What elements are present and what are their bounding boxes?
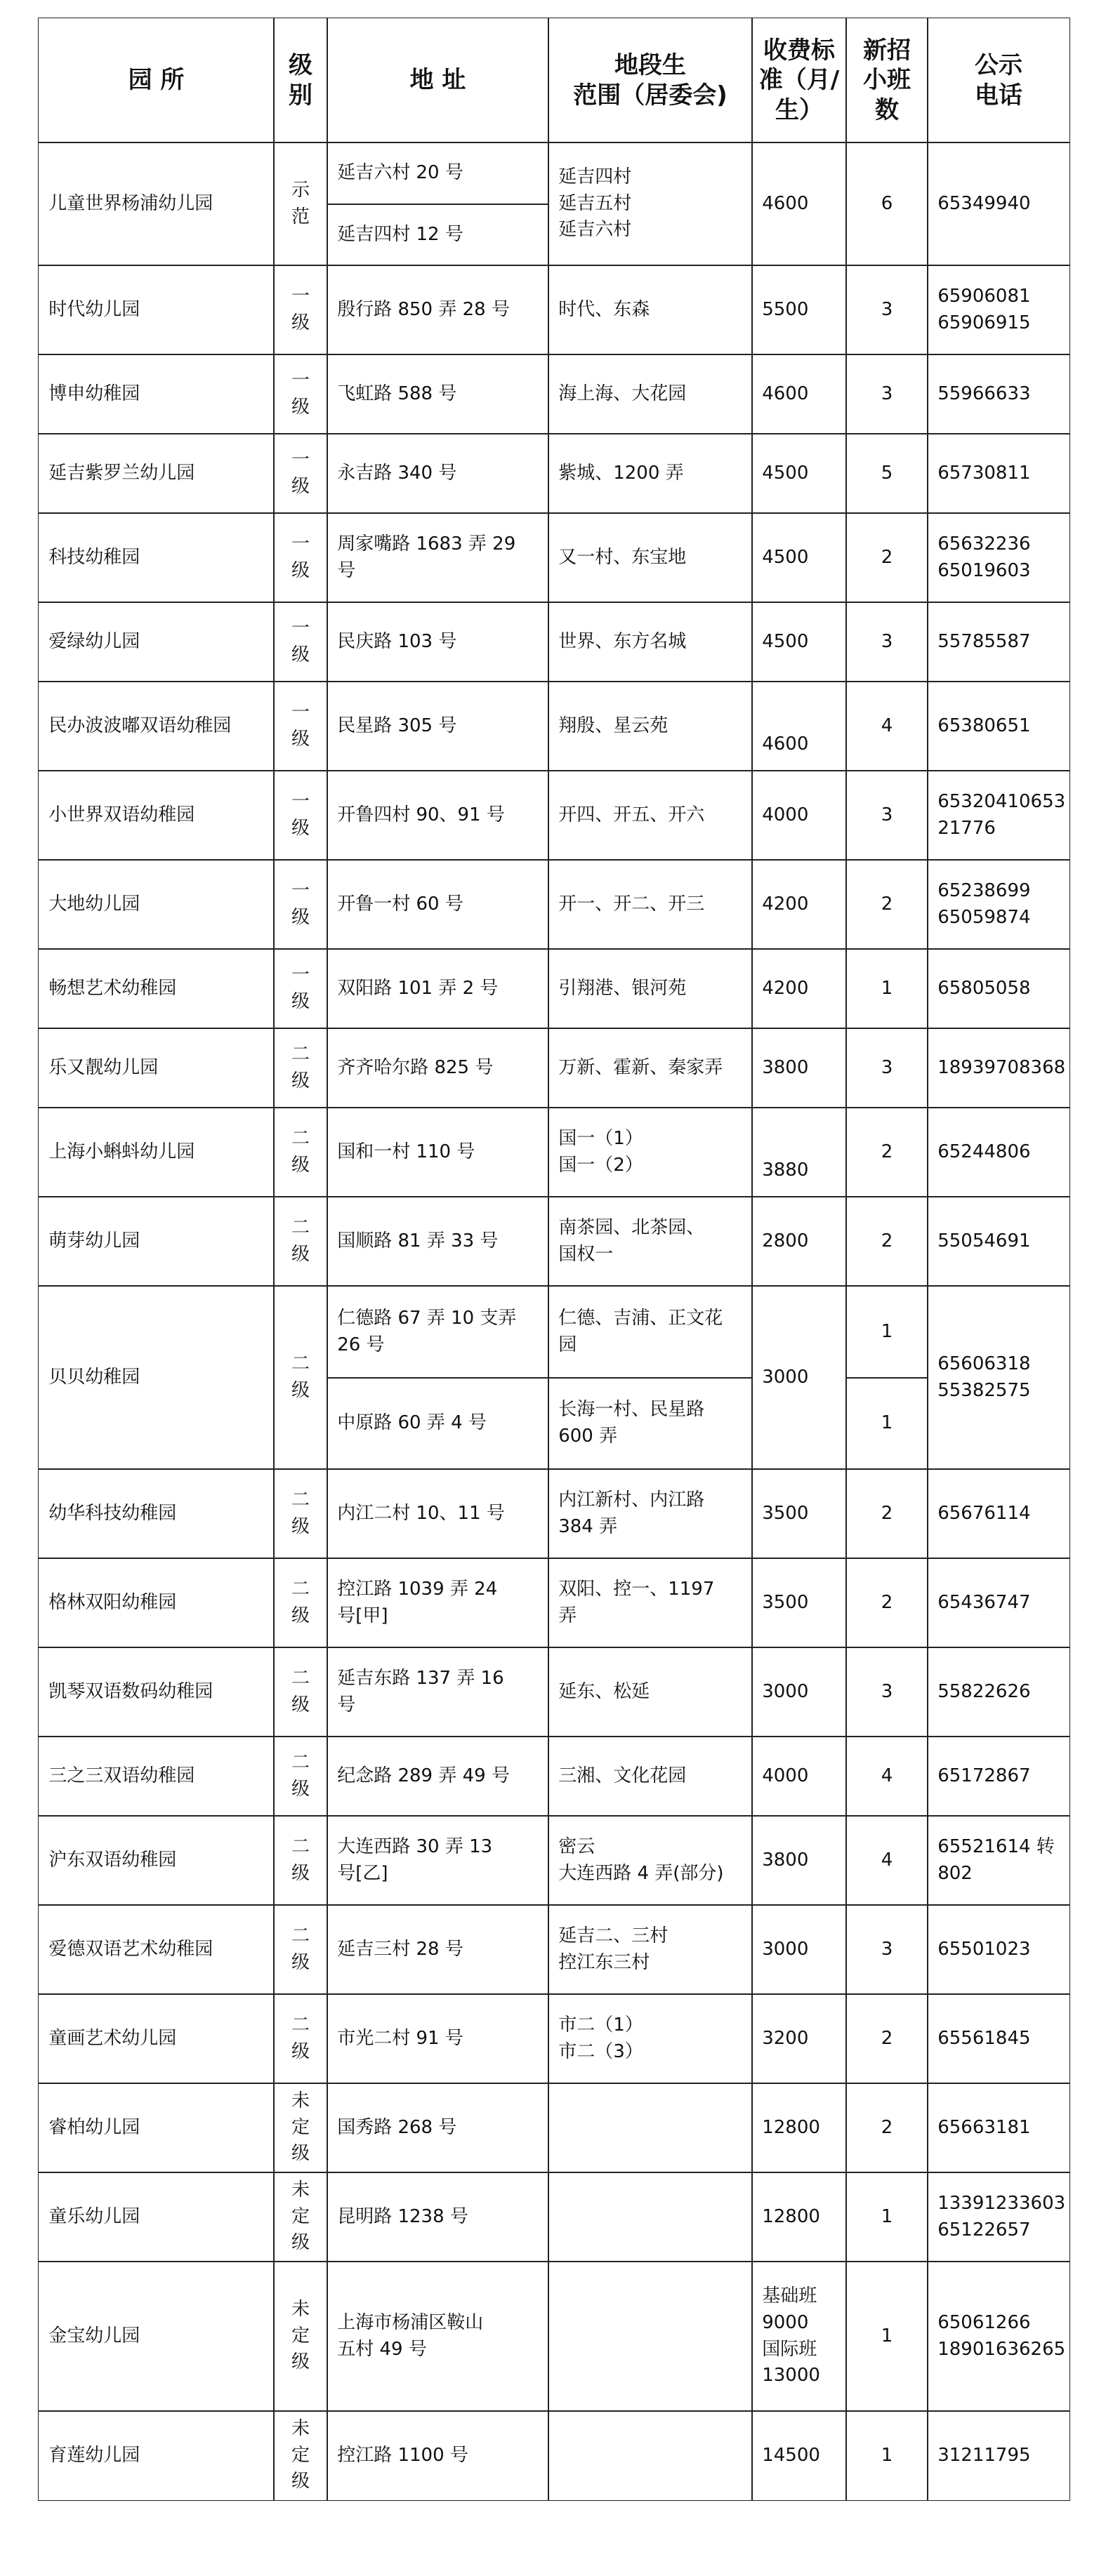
cell-level: 一级 — [273, 948, 328, 1029]
cell-fee: 3500 — [751, 1468, 847, 1559]
cell-classes: 2 — [845, 1107, 928, 1197]
cell-level: 示范 — [273, 142, 328, 266]
header-address: 地 址 — [327, 18, 549, 143]
cell-classes: 1 — [845, 1377, 928, 1470]
cell-district: 市二（1） 市二（3） — [548, 1993, 753, 2084]
cell-classes: 2 — [845, 1196, 928, 1287]
cell-level: 未定 级 — [273, 2083, 328, 2173]
cell-fee: 4600 — [751, 354, 847, 434]
cell-classes: 3 — [845, 265, 928, 355]
cell-district: 世界、东方名城 — [548, 602, 753, 682]
cell-classes: 3 — [845, 1028, 928, 1108]
cell-district — [548, 2083, 753, 2173]
cell-fee: 3000 — [751, 1647, 847, 1737]
cell-fee: 4600 — [751, 681, 847, 771]
cell-name: 民办波波嘟双语幼稚园 — [38, 681, 275, 771]
cell-name: 小世界双语幼稚园 — [38, 770, 275, 861]
cell-address: 双阳路 101 弄 2 号 — [327, 948, 549, 1029]
cell-level: 二级 — [273, 1107, 328, 1197]
cell-address: 飞虹路 588 号 — [327, 354, 549, 434]
cell-classes: 3 — [845, 1647, 928, 1737]
cell-district: 紫城、1200 弄 — [548, 433, 753, 514]
cell-name: 幼华科技幼稚园 — [38, 1468, 275, 1559]
cell-address: 民庆路 103 号 — [327, 602, 549, 682]
cell-phone: 65606318 55382575 — [927, 1285, 1070, 1470]
cell-district: 开四、开五、开六 — [548, 770, 753, 861]
cell-level: 二级 — [273, 1028, 328, 1108]
cell-classes: 1 — [845, 2172, 928, 2262]
cell-fee: 3880 — [751, 1107, 847, 1197]
cell-classes: 3 — [845, 354, 928, 434]
cell-name: 萌芽幼儿园 — [38, 1196, 275, 1287]
cell-fee: 4500 — [751, 433, 847, 514]
cell-district: 延吉四村 延吉五村 延吉六村 — [548, 142, 753, 266]
cell-level: 二级 — [273, 1285, 328, 1470]
cell-level: 二级 — [273, 1468, 328, 1559]
cell-phone: 65349940 — [927, 142, 1070, 266]
cell-phone: 31211795 — [927, 2410, 1070, 2501]
cell-phone: 55785587 — [927, 602, 1070, 682]
cell-name: 童画艺术幼儿园 — [38, 1993, 275, 2084]
cell-address: 延吉四村 12 号 — [327, 204, 549, 266]
cell-fee: 3000 — [751, 1904, 847, 1995]
cell-name: 三之三双语幼稚园 — [38, 1736, 275, 1817]
cell-address: 国和一村 110 号 — [327, 1107, 549, 1197]
cell-name: 博申幼稚园 — [38, 354, 275, 434]
cell-level: 一级 — [273, 265, 328, 355]
cell-classes: 1 — [845, 1285, 928, 1379]
cell-phone: 65730811 — [927, 433, 1070, 514]
cell-phone: 65244806 — [927, 1107, 1070, 1197]
cell-district: 又一村、东宝地 — [548, 512, 753, 603]
cell-address: 开鲁四村 90、91 号 — [327, 770, 549, 861]
cell-address: 控江路 1039 弄 24 号[甲] — [327, 1558, 549, 1648]
cell-phone: 55966633 — [927, 354, 1070, 434]
cell-fee: 3800 — [751, 1815, 847, 1906]
cell-classes: 1 — [845, 948, 928, 1029]
cell-district: 开一、开二、开三 — [548, 859, 753, 950]
cell-classes: 2 — [845, 859, 928, 950]
cell-address: 永吉路 340 号 — [327, 433, 549, 514]
cell-address: 齐齐哈尔路 825 号 — [327, 1028, 549, 1108]
cell-fee: 4600 — [751, 142, 847, 266]
cell-address: 延吉三村 28 号 — [327, 1904, 549, 1995]
header-fee: 收费标 准（月/ 生） — [751, 18, 847, 143]
cell-phone: 65521614 转 802 — [927, 1815, 1070, 1906]
cell-classes: 3 — [845, 602, 928, 682]
cell-classes: 3 — [845, 770, 928, 861]
cell-phone: 65436747 — [927, 1558, 1070, 1648]
cell-fee: 3800 — [751, 1028, 847, 1108]
cell-phone: 65805058 — [927, 948, 1070, 1029]
cell-level: 二级 — [273, 1815, 328, 1906]
cell-fee: 2800 — [751, 1196, 847, 1287]
header-name: 园 所 — [38, 18, 275, 143]
cell-name: 时代幼儿园 — [38, 265, 275, 355]
cell-level: 一级 — [273, 354, 328, 434]
cell-phone: 65238699 65059874 — [927, 859, 1070, 950]
cell-name: 育莲幼儿园 — [38, 2410, 275, 2501]
cell-district: 国一（1） 国一（2） — [548, 1107, 753, 1197]
cell-fee: 4500 — [751, 602, 847, 682]
cell-classes: 4 — [845, 1815, 928, 1906]
cell-district: 万新、霍新、秦家弄 — [548, 1028, 753, 1108]
cell-address: 国顺路 81 弄 33 号 — [327, 1196, 549, 1287]
cell-fee: 5500 — [751, 265, 847, 355]
cell-phone: 55822626 — [927, 1647, 1070, 1737]
header-district: 地段生 范围（居委会) — [548, 18, 753, 143]
cell-district: 延吉二、三村 控江东三村 — [548, 1904, 753, 1995]
cell-district: 时代、东森 — [548, 265, 753, 355]
cell-phone: 65320410653 21776 — [927, 770, 1070, 861]
cell-address: 仁德路 67 弄 10 支弄 26 号 — [327, 1285, 549, 1379]
cell-classes: 4 — [845, 1736, 928, 1817]
cell-name: 爱绿幼儿园 — [38, 602, 275, 682]
cell-level: 未定 级 — [273, 2410, 328, 2501]
cell-address: 殷行路 850 弄 28 号 — [327, 265, 549, 355]
cell-phone: 18939708368 — [927, 1028, 1070, 1108]
cell-fee: 4500 — [751, 512, 847, 603]
cell-name: 童乐幼儿园 — [38, 2172, 275, 2262]
cell-fee: 4200 — [751, 859, 847, 950]
cell-fee: 12800 — [751, 2083, 847, 2173]
cell-district — [548, 2410, 753, 2501]
cell-classes: 3 — [845, 1904, 928, 1995]
cell-fee: 4000 — [751, 1736, 847, 1817]
cell-fee: 12800 — [751, 2172, 847, 2262]
cell-district: 长海一村、民星路 600 弄 — [548, 1377, 753, 1470]
header-level: 级 别 — [273, 18, 328, 143]
cell-level: 一级 — [273, 512, 328, 603]
cell-phone: 65561845 — [927, 1993, 1070, 2084]
cell-level: 未定 级 — [273, 2172, 328, 2262]
cell-level: 一级 — [273, 433, 328, 514]
cell-district: 内江新村、内江路 384 弄 — [548, 1468, 753, 1559]
cell-fee: 14500 — [751, 2410, 847, 2501]
cell-level: 一级 — [273, 859, 328, 950]
cell-level: 二级 — [273, 1736, 328, 1817]
cell-fee: 3200 — [751, 1993, 847, 2084]
cell-classes: 2 — [845, 1468, 928, 1559]
cell-level: 未定 级 — [273, 2261, 328, 2412]
cell-district: 仁德、吉浦、正文花 园 — [548, 1285, 753, 1379]
cell-fee: 3000 — [751, 1285, 847, 1470]
cell-address: 市光二村 91 号 — [327, 1993, 549, 2084]
cell-address: 周家嘴路 1683 弄 29 号 — [327, 512, 549, 603]
cell-address: 昆明路 1238 号 — [327, 2172, 549, 2262]
cell-classes: 4 — [845, 681, 928, 771]
cell-name: 上海小蝌蚪幼儿园 — [38, 1107, 275, 1197]
cell-address: 大连西路 30 弄 13 号[乙] — [327, 1815, 549, 1906]
cell-address: 中原路 60 弄 4 号 — [327, 1377, 549, 1470]
cell-classes: 2 — [845, 512, 928, 603]
cell-name: 睿柏幼儿园 — [38, 2083, 275, 2173]
cell-name: 格林双阳幼稚园 — [38, 1558, 275, 1648]
cell-fee: 基础班 9000 国际班 13000 — [751, 2261, 847, 2412]
cell-phone: 65172867 — [927, 1736, 1070, 1817]
cell-district: 南茶园、北茶园、 国权一 — [548, 1196, 753, 1287]
cell-address: 纪念路 289 弄 49 号 — [327, 1736, 549, 1817]
cell-name: 凯琴双语数码幼稚园 — [38, 1647, 275, 1737]
cell-district: 翔殷、星云苑 — [548, 681, 753, 771]
cell-name: 延吉紫罗兰幼儿园 — [38, 433, 275, 514]
cell-address: 控江路 1100 号 — [327, 2410, 549, 2501]
cell-district: 延东、松延 — [548, 1647, 753, 1737]
cell-level: 一级 — [273, 681, 328, 771]
cell-classes: 2 — [845, 2083, 928, 2173]
cell-address: 开鲁一村 60 号 — [327, 859, 549, 950]
cell-phone: 65906081 65906915 — [927, 265, 1070, 355]
cell-name: 爱德双语艺术幼稚园 — [38, 1904, 275, 1995]
cell-district: 密云 大连西路 4 弄(部分) — [548, 1815, 753, 1906]
cell-phone: 65380651 — [927, 681, 1070, 771]
cell-address: 内江二村 10、11 号 — [327, 1468, 549, 1559]
cell-fee: 3500 — [751, 1558, 847, 1648]
cell-phone: 55054691 — [927, 1196, 1070, 1287]
cell-name: 儿童世界杨浦幼儿园 — [38, 142, 275, 266]
cell-classes: 2 — [845, 1558, 928, 1648]
cell-phone: 65061266 18901636265 — [927, 2261, 1070, 2412]
cell-district: 三湘、文化花园 — [548, 1736, 753, 1817]
cell-address: 国秀路 268 号 — [327, 2083, 549, 2173]
cell-district — [548, 2261, 753, 2412]
cell-classes: 6 — [845, 142, 928, 266]
cell-fee: 4200 — [751, 948, 847, 1029]
cell-name: 大地幼儿园 — [38, 859, 275, 950]
cell-district: 双阳、控一、1197 弄 — [548, 1558, 753, 1648]
cell-name: 沪东双语幼稚园 — [38, 1815, 275, 1906]
cell-address: 延吉东路 137 弄 16 号 — [327, 1647, 549, 1737]
header-phone: 公示 电话 — [927, 18, 1070, 143]
cell-name: 贝贝幼稚园 — [38, 1285, 275, 1470]
cell-name: 科技幼稚园 — [38, 512, 275, 603]
cell-name: 金宝幼儿园 — [38, 2261, 275, 2412]
cell-address: 延吉六村 20 号 — [327, 142, 549, 205]
header-classes: 新招 小班 数 — [845, 18, 928, 143]
cell-name: 乐又靓幼儿园 — [38, 1028, 275, 1108]
cell-address: 民星路 305 号 — [327, 681, 549, 771]
cell-classes: 5 — [845, 433, 928, 514]
cell-phone: 65663181 — [927, 2083, 1070, 2173]
cell-level: 二级 — [273, 1558, 328, 1648]
cell-name: 畅想艺术幼稚园 — [38, 948, 275, 1029]
cell-level: 二级 — [273, 1904, 328, 1995]
cell-level: 二级 — [273, 1196, 328, 1287]
cell-classes: 2 — [845, 1993, 928, 2084]
cell-level: 一级 — [273, 770, 328, 861]
cell-district — [548, 2172, 753, 2262]
cell-district: 海上海、大花园 — [548, 354, 753, 434]
cell-classes: 1 — [845, 2261, 928, 2412]
kindergarten-table — [39, 18, 1069, 2544]
cell-address: 上海市杨浦区鞍山 五村 49 号 — [327, 2261, 549, 2412]
cell-level: 二级 — [273, 1647, 328, 1737]
cell-phone: 13391233603 65122657 — [927, 2172, 1070, 2262]
cell-phone: 65501023 — [927, 1904, 1070, 1995]
cell-fee: 4000 — [751, 770, 847, 861]
cell-phone: 65632236 65019603 — [927, 512, 1070, 603]
cell-level: 二级 — [273, 1993, 328, 2084]
cell-district: 引翔港、银河苑 — [548, 948, 753, 1029]
cell-classes: 1 — [845, 2410, 928, 2501]
cell-phone: 65676114 — [927, 1468, 1070, 1559]
cell-level: 一级 — [273, 602, 328, 682]
